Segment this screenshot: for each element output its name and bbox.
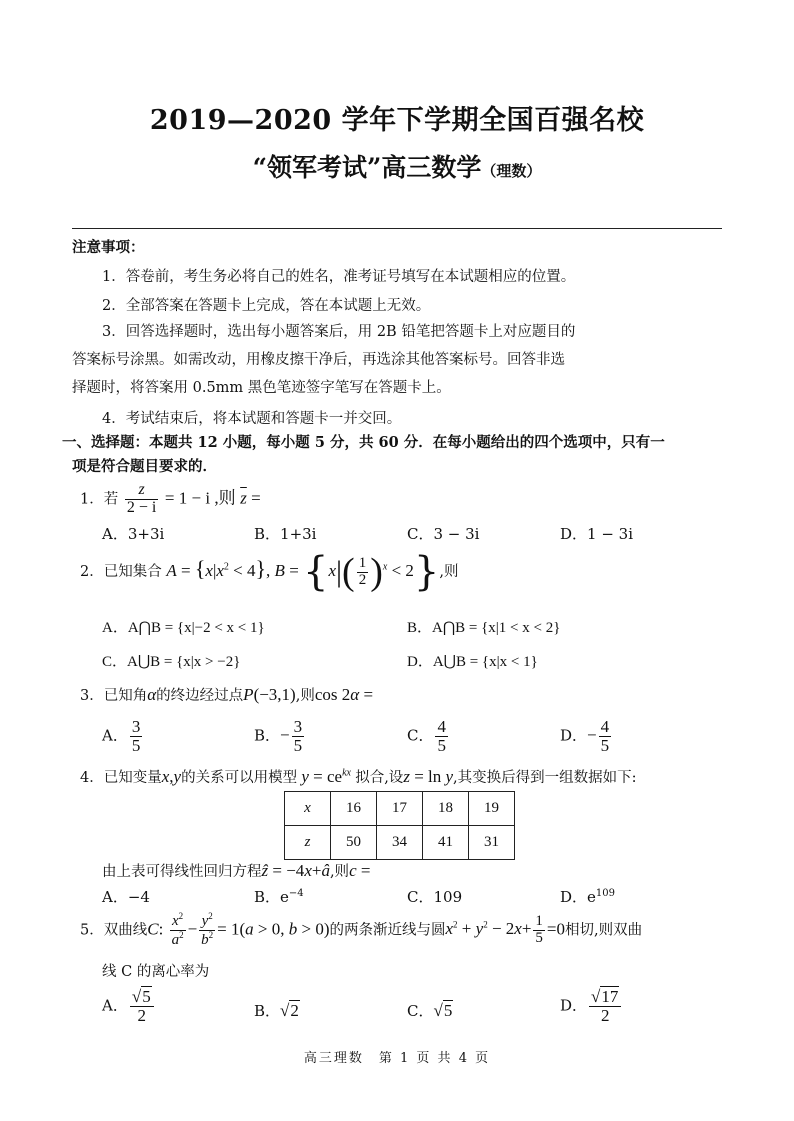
q2-prefix: 2．已知集合 (80, 564, 162, 580)
q5-choice-a: A． $\frac{√5}{2}$ (102, 988, 156, 1025)
notice-item-1: 1．答卷前，考生务必将自己的姓名，准考证号填写在本试题相应的位置。 (102, 269, 576, 285)
q1-rhs: = 1 − i ,则 (164, 488, 236, 508)
q1-denominator: 2 − i (126, 498, 157, 516)
q3-choice-c: C． $\frac{4}{5}$ (407, 717, 446, 755)
notice-heading: 注意事项： (72, 239, 145, 256)
q4-line2b: ,则 (329, 864, 350, 880)
question-4: 4．已知变量x,y的关系可以用模型 $y = ce^{kx}$ 拟合,设z = ln y,其变换后得到一组数据如下: (80, 767, 637, 786)
notice-item-3-line1: 3．回答选择题时，选出每小题答案后，用 2B 铅笔把答题卡上对应题目的 (102, 324, 576, 340)
page-subtitle (0, 148, 794, 184)
q4-text4: ,其变换后得到一组数据如下: (453, 770, 637, 786)
q1-eq: = (246, 488, 261, 508)
q2-choice-a: A．A⋂B = {x|−2 < x < 1} (102, 620, 265, 636)
subtitle-main: “领军考试”高三数学 (252, 153, 482, 182)
table-cell: 16 (331, 792, 377, 826)
q4-line2a: 由上表可得线性回归方程 (102, 864, 262, 880)
notice-item-2: 2．全部答案在答题卡上完成，答在本试题上无效。 (102, 298, 431, 314)
q4-choice-b: B．$e^{-4}$ (254, 888, 304, 906)
q2-choice-c: C．A⋃B = {x|x > −2} (102, 654, 241, 670)
q2-set-b-content: x|( $\frac{1}{2}$ )$^x$ < 2 (328, 551, 414, 594)
q5-choice-c: C．√5 (407, 1001, 453, 1020)
question-1 (80, 482, 261, 517)
section-heading-line1: 一、选择题：本题共 12 小题，每小题 5 分，共 60 分．在每小题给出的四个选项中，只有一 (62, 434, 665, 451)
table-cell: 31 (469, 826, 515, 860)
q5-choice-b: B．√2 (254, 1001, 299, 1020)
q1-choice-c: C．3 − 3i (407, 525, 480, 543)
question-5: 5．双曲线C: $\frac{x^2}{a^2}$ − $\frac{y^2}{b^2}$ = 1(a > 0, b > 0)的两条渐近线与圆$x^2 + y^2 - 2x+$ $\frac{1}{5}$ =0相切,则双曲 (80, 911, 643, 948)
q2-brace-right: } (413, 549, 440, 595)
table-cell: 41 (423, 826, 469, 860)
q1-choice-d: D．1 − 3i (560, 525, 634, 543)
notice-item-4: 4．考试结束后，将本试题和答题卡一并交回。 (102, 411, 402, 427)
q1-choice-b: B．1+3i (254, 525, 317, 543)
q2-set-a: $A = \{x|x^2 < 4\}$, B = (166, 556, 304, 581)
table-cell: 19 (469, 792, 515, 826)
q3-choice-a: A． $\frac{3}{5}$ (102, 717, 141, 755)
q5-text2: 的两条渐近线与圆 (329, 922, 446, 939)
question-3: 3．已知角α的终边经过点P(−3,1),则cos 2α = (80, 685, 374, 704)
q2-brace-left: { (303, 549, 329, 595)
table-cell: 50 (331, 826, 377, 860)
table-cell: x (285, 792, 331, 826)
q4-text2: 的关系可以用模型 (181, 770, 298, 786)
section-heading-line2: 项是符合题目要求的． (72, 458, 217, 475)
q1-prefix: 1．若 (80, 491, 119, 508)
q3-text3: ,则 (295, 688, 315, 704)
q1-zbar: $\overline{z}$ (240, 488, 247, 508)
question-2 (80, 549, 459, 595)
table-cell: 17 (377, 792, 423, 826)
q2-tail: ,则 (439, 564, 459, 580)
q4-choice-a: A．−4 (102, 888, 150, 906)
q3-choice-d: D．− $\frac{4}{5}$ (560, 717, 610, 755)
q5-choice-d: D． $\frac{√17}{2}$ (560, 988, 623, 1025)
table-cell: 34 (377, 826, 423, 860)
q4-choice-c: C．109 (407, 888, 463, 906)
q5-text3: 相切,则双曲 (565, 922, 643, 939)
subtitle-suffix: （理数） (481, 162, 542, 180)
table-cell: 18 (423, 792, 469, 826)
page-footer: 高三理数 第 1 页 共 4 页 (303, 1051, 491, 1066)
q1-numerator: z (125, 482, 158, 500)
q1-choice-a: A．3+3i (102, 525, 165, 543)
notice-item-3-line2: 答案标号涂黑。如需改动，用橡皮擦干净后，再选涂其他答案标号。回答非选 (72, 352, 565, 368)
table-cell: z (285, 826, 331, 860)
table-row (285, 826, 515, 860)
q5-line2: 线 C 的离心率为 (102, 964, 210, 980)
q4-regression-line: 由上表可得线性回归方程ẑ = −4x+â,则c = (102, 861, 371, 880)
q4-prefix: 4．已知变量 (80, 770, 162, 786)
q4-text3: 拟合,设 (355, 770, 404, 786)
q3-choice-b: B．− $\frac{3}{5}$ (254, 717, 303, 755)
q4-choice-d: D．$e^{109}$ (560, 888, 615, 906)
q5-prefix: 5．双曲线 (80, 922, 148, 939)
q2-choice-b: B．A⋂B = {x|1 < x < 2} (407, 620, 561, 636)
divider-line (72, 228, 722, 229)
page-title: 2019—2020 学年下学期全国百强名校 (149, 105, 645, 136)
q3-prefix: 3．已知角 (80, 688, 148, 704)
q1-fraction (125, 482, 158, 517)
q4-data-table (284, 791, 515, 860)
notice-item-3-line3: 择题时，将答案用 0.5mm 黑色笔迹签字笔写在答题卡上。 (72, 380, 451, 396)
q3-text2: 的终边经过点 (156, 688, 244, 704)
table-row (285, 792, 515, 826)
q2-choice-d: D．A⋃B = {x|x < 1} (407, 654, 538, 670)
